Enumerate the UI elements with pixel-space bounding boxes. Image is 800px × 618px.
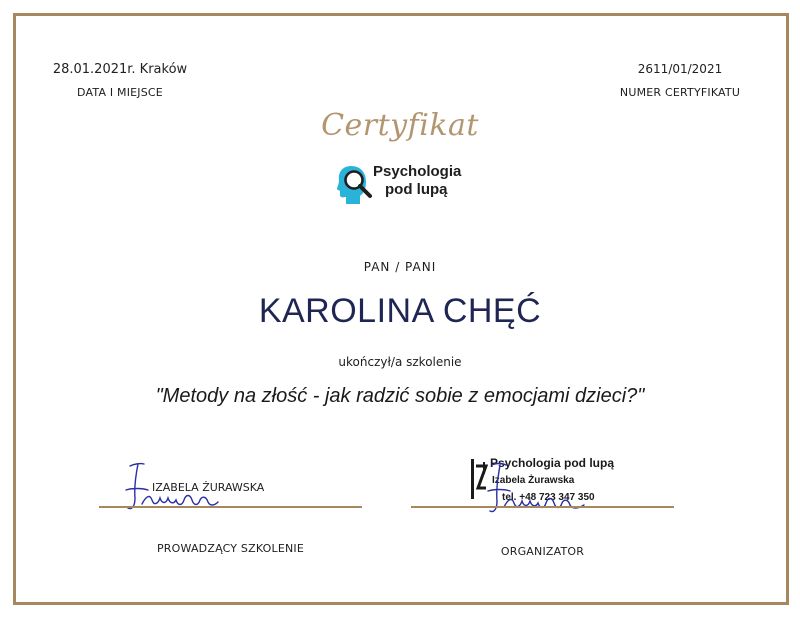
certificate-number: 2611/01/2021 [637, 62, 723, 76]
training-title: "Metody na złość - jak radzić sobie z emocjami dzieci?" [155, 385, 645, 407]
organizer-signature-line [411, 506, 674, 508]
stamp-line-3: tel. +48 723 347 350 [502, 492, 595, 503]
trainer-label: PROWADZĄCY SZKOLENIE [156, 542, 305, 555]
head-magnifier-icon [336, 162, 374, 208]
trainer-name: IZABELA ŻURAWSKA [152, 481, 265, 494]
recipient-name: KAROLINA CHĘĆ [258, 292, 542, 330]
stamp-line-1: Psychologia pod lupą [490, 456, 615, 470]
date-label: DATA I MIEJSCE [77, 86, 163, 99]
stamp-line-2: Izabela Żurawska [492, 475, 575, 486]
logo-line-1: Psychologia [373, 163, 462, 180]
salutation: PAN / PANI [363, 260, 437, 274]
logo-line-2: pod lupą [385, 181, 448, 198]
trainer-signature-line [99, 506, 362, 508]
completed-text: ukończył/a szkolenie [338, 355, 462, 369]
trainer-signature [122, 460, 252, 518]
certificate-title: Certyfikat [321, 108, 479, 143]
certificate-number-label: NUMER CERTYFIKATU [619, 86, 741, 99]
logo [336, 162, 496, 208]
organizer-label: ORGANIZATOR [500, 545, 585, 558]
date-place: 28.01.2021r. Kraków [52, 62, 188, 77]
logo-text [373, 163, 461, 199]
